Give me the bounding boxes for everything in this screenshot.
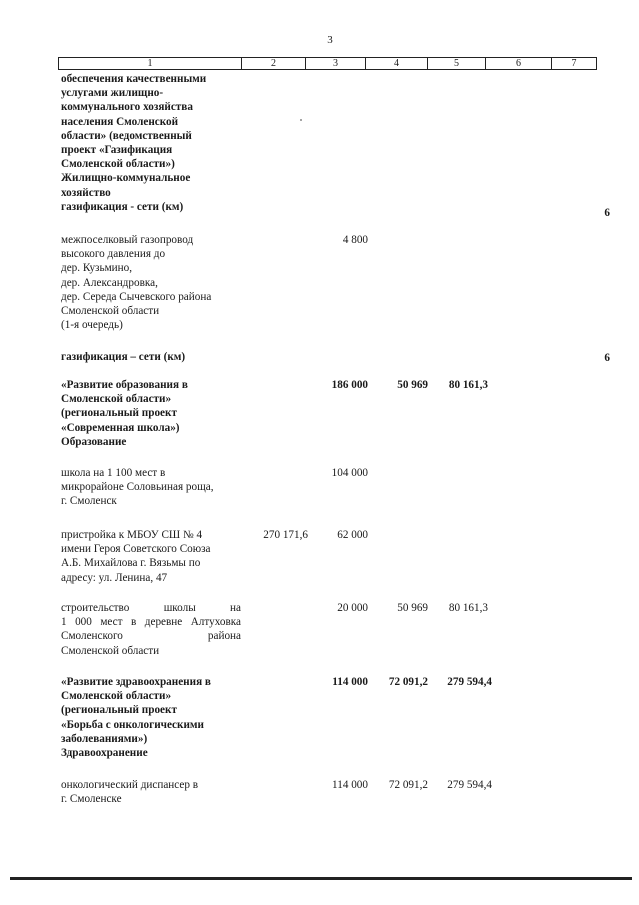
row-name-line: проект «Газификация [61, 144, 173, 157]
row-name-line: школа на 1 100 мест в [61, 467, 166, 479]
row-name [61, 466, 241, 509]
row-name-line: коммунального хозяйства [61, 101, 193, 114]
column-header-1: 1 [147, 58, 153, 69]
table-row-education-program [61, 378, 241, 449]
row-name-line: газификация – сети (км) [61, 351, 186, 363]
column-header-3: 3 [305, 58, 365, 69]
table-row-school-altukhovka [61, 601, 241, 658]
table-row-school-annex-vyazma [61, 528, 241, 585]
cell-col5: 279 594,4 [447, 779, 492, 791]
row-name-line: «Борьба с онкологическими [61, 718, 204, 731]
row-name [61, 778, 241, 806]
row-name-line: Смоленской области» [61, 690, 172, 703]
cell-col4: 72 091,2 [388, 779, 428, 791]
row-name-line: Смоленской области [61, 305, 160, 318]
row-name-line: имени Героя Советского Союза [61, 543, 211, 556]
cell-col4: 50 969 [397, 602, 428, 614]
cell-col3: 4 800 [342, 234, 368, 246]
row-name [61, 233, 241, 332]
column-header-5: 5 [427, 58, 485, 69]
row-name-line: 1 000 мест в деревне Алтуховка [61, 616, 241, 629]
row-name-line: Смоленской области [61, 644, 160, 657]
table-row-healthcare-program [61, 675, 241, 760]
row-name-line: г. Смоленске [61, 793, 122, 806]
row-name-line: «Развитие образования в [61, 379, 188, 391]
row-name-line: г. Смоленск [61, 495, 117, 508]
column-header-4: 4 [365, 58, 427, 69]
row-name-line: пристройка к МБОУ СШ № 4 [61, 529, 203, 541]
row-name-line: населения Смоленской [61, 115, 179, 128]
row-name-line: (1-я очередь) [61, 319, 123, 332]
row-name-line: (региональный проект [61, 407, 177, 420]
cell-col3: 186 000 [331, 379, 368, 391]
row-name-line: области» (ведомственный [61, 129, 192, 142]
scan-speck [300, 119, 302, 121]
cell-col3: 62 000 [337, 529, 368, 541]
row-name-line: хозяйство [61, 186, 111, 199]
cell-col3: 104 000 [331, 467, 368, 479]
row-name-line: Образование [61, 435, 127, 448]
row-name-line: обеспечения качественными [61, 73, 207, 85]
table-row-oncology-dispensary [61, 778, 241, 806]
row-name-line: Смоленской области») [61, 158, 175, 171]
row-name-line: дер. Кузьмино, [61, 262, 133, 275]
table-row-gas-networks [61, 350, 241, 364]
cell-col7: 6 [604, 352, 610, 364]
cell-col2: 270 171,6 [263, 529, 308, 541]
row-name-line: (региональный проект [61, 704, 177, 717]
cell-col3: 20 000 [337, 602, 368, 614]
column-header-2: 2 [241, 58, 305, 69]
row-name [61, 72, 241, 214]
row-name-line: высокого давления до [61, 248, 166, 261]
row-name-line: заболеваниями») [61, 732, 148, 745]
row-name-line: Смоленской области» [61, 393, 172, 406]
row-name-line: «Современная школа») [61, 421, 180, 434]
row-name-line: Смоленского района [61, 630, 241, 643]
cell-col4: 50 969 [397, 379, 428, 391]
column-header-6: 6 [485, 58, 551, 69]
column-header-7: 7 [551, 58, 596, 69]
cell-col5: 80 161,3 [448, 602, 488, 614]
cell-col5: 279 594,4 [447, 676, 492, 688]
row-name-line: онкологический диспансер в [61, 779, 199, 791]
table-header [58, 57, 597, 70]
row-name [61, 528, 241, 585]
cell-col5: 80 161,3 [448, 379, 488, 391]
page-number: 3 [327, 34, 333, 46]
row-name-line: адресу: ул. Ленина, 47 [61, 571, 168, 584]
scan-bottom-edge [10, 877, 632, 880]
row-name-line: А.Б. Михайлова г. Вязьмы по [61, 557, 201, 570]
row-name-line: микрорайоне Соловьиная роща, [61, 481, 214, 494]
cell-col4: 72 091,2 [388, 676, 428, 688]
row-name-line: Жилищно-коммунальное [61, 172, 191, 185]
cell-col3: 114 000 [332, 779, 368, 791]
row-name [61, 601, 241, 658]
row-name-line: услугами жилищно- [61, 87, 164, 100]
row-name-line: Здравоохранение [61, 747, 148, 760]
row-name [61, 378, 241, 449]
row-name-line: «Развитие здравоохранения в [61, 676, 211, 688]
cell-col3: 114 000 [332, 676, 368, 688]
cell-col7: 6 [604, 207, 610, 219]
row-name-line: дер. Середа Сычевского района [61, 290, 212, 303]
table-row-school-solovinaya [61, 466, 241, 509]
row-name [61, 675, 241, 760]
row-name-line: газификация - сети (км) [61, 200, 184, 213]
row-name-line: межпоселковый газопровод [61, 234, 194, 246]
table-row-housing-program [61, 72, 241, 214]
table-row-gas-pipeline [61, 233, 241, 332]
row-name [61, 350, 241, 364]
row-name-line: строительство школы на [61, 602, 241, 614]
row-name-line: дер. Александровка, [61, 276, 158, 289]
